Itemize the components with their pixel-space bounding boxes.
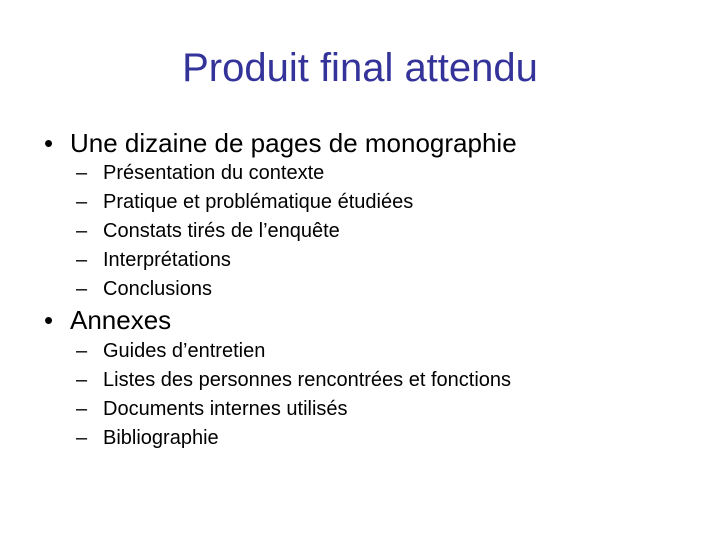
dash-icon: –: [76, 398, 88, 420]
list-item-text: Conclusions: [103, 278, 212, 300]
list-item-text: Présentation du contexte: [103, 162, 325, 184]
dash-icon: –: [76, 191, 88, 213]
list-item-text: Constats tirés de l’enquête: [103, 220, 340, 242]
bullet-text: Une dizaine de pages de monographie: [70, 128, 517, 158]
dash-icon: –: [76, 427, 88, 449]
list-item-text: Bibliographie: [103, 427, 219, 449]
list-item-text: Interprétations: [103, 249, 231, 271]
dash-icon: –: [76, 249, 88, 271]
dash-icon: –: [76, 340, 88, 362]
bullet-monographie: [44, 126, 517, 160]
list-item: [76, 188, 413, 217]
list-item-text: Guides d’entretien: [103, 340, 266, 362]
annexes-sublist: [76, 337, 511, 453]
bullet-annexes: [44, 303, 171, 337]
dash-icon: –: [76, 220, 88, 242]
list-item: [76, 366, 511, 395]
list-item: [76, 337, 511, 366]
bullet-text: Annexes: [70, 305, 172, 335]
list-item: [76, 395, 511, 424]
list-item: [76, 217, 413, 246]
bullet-icon: •: [44, 305, 54, 335]
list-item-text: Pratique et problématique étudiées: [103, 191, 414, 213]
list-item: [76, 246, 413, 275]
list-item-text: Listes des personnes rencontrées et fonctions: [103, 369, 512, 391]
bullet-icon: •: [44, 128, 54, 158]
dash-icon: –: [76, 162, 88, 184]
slide-title: Produit final attendu: [182, 46, 538, 90]
list-item: [76, 275, 413, 304]
monographie-sublist: [76, 159, 413, 304]
dash-icon: –: [76, 278, 88, 300]
list-item: [76, 159, 413, 188]
list-item: [76, 424, 511, 453]
list-item-text: Documents internes utilisés: [103, 398, 348, 420]
dash-icon: –: [76, 369, 88, 391]
